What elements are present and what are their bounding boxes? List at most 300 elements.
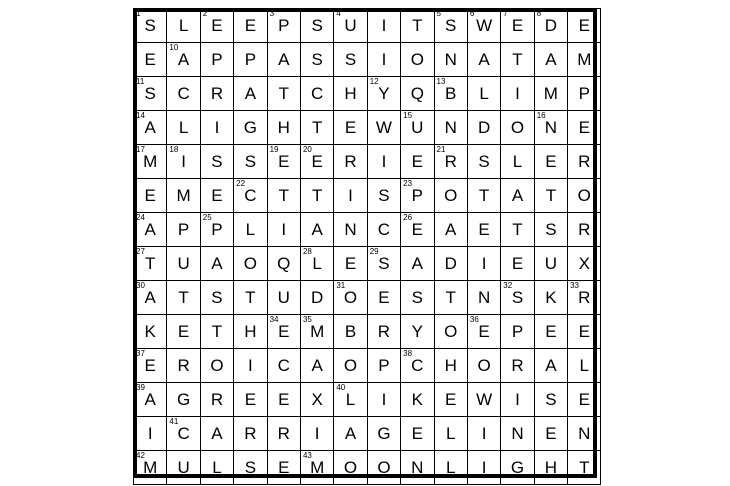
cell-letter: O — [444, 186, 458, 205]
cell-number: 3 — [269, 9, 275, 18]
crossword-cell[interactable] — [467, 213, 500, 247]
crossword-cell[interactable] — [534, 213, 567, 247]
crossword-row — [134, 213, 601, 247]
crossword-cell[interactable] — [568, 247, 601, 281]
crossword-cell[interactable] — [300, 349, 333, 383]
cell-letter: C — [177, 84, 190, 103]
crossword-cell[interactable] — [200, 315, 233, 349]
crossword-cell[interactable] — [401, 213, 434, 247]
crossword-cell[interactable] — [367, 77, 400, 111]
crossword-cell[interactable] — [501, 451, 534, 485]
crossword-cell[interactable] — [401, 281, 434, 315]
crossword-cell[interactable] — [434, 247, 467, 281]
crossword-cell[interactable] — [501, 281, 534, 315]
cell-letter: E — [244, 390, 257, 409]
crossword-cell[interactable] — [434, 77, 467, 111]
cell-letter: H — [544, 458, 558, 477]
crossword-cell[interactable] — [234, 417, 267, 451]
crossword-cell[interactable] — [267, 77, 300, 111]
crossword-cell[interactable] — [134, 77, 167, 111]
crossword-cell[interactable] — [568, 349, 601, 383]
crossword-cell[interactable] — [568, 9, 601, 43]
crossword-cell[interactable] — [267, 179, 300, 213]
crossword-cell[interactable] — [167, 213, 200, 247]
crossword-cell[interactable] — [267, 315, 300, 349]
crossword-cell[interactable] — [334, 43, 367, 77]
crossword-cell[interactable] — [267, 281, 300, 315]
cell-letter: S — [445, 16, 457, 35]
crossword-cell[interactable] — [167, 451, 200, 485]
cell-letter: P — [211, 50, 223, 69]
cell-letter: I — [515, 84, 520, 103]
cell-letter: P — [378, 356, 390, 375]
crossword-cell[interactable] — [434, 43, 467, 77]
crossword-cell[interactable] — [267, 111, 300, 145]
crossword-cell[interactable] — [434, 417, 467, 451]
cell-letter: G — [510, 458, 525, 477]
crossword-cell[interactable] — [167, 179, 200, 213]
cell-letter: T — [311, 118, 323, 137]
crossword-cell[interactable] — [234, 179, 267, 213]
crossword-cell[interactable] — [200, 417, 233, 451]
crossword-cell[interactable] — [367, 213, 400, 247]
cell-number: 33 — [570, 281, 579, 290]
crossword-cell[interactable] — [300, 417, 333, 451]
cell-letter: C — [377, 220, 391, 239]
crossword-cell[interactable] — [568, 111, 601, 145]
cell-letter: T — [545, 186, 557, 205]
crossword-cell[interactable] — [234, 43, 267, 77]
crossword-cell[interactable] — [234, 247, 267, 281]
crossword-cell[interactable] — [401, 315, 434, 349]
crossword-cell[interactable] — [300, 77, 333, 111]
cell-letter: I — [481, 458, 487, 477]
crossword-cell[interactable] — [367, 179, 400, 213]
crossword-cell[interactable] — [534, 417, 567, 451]
cell-letter: E — [545, 424, 557, 443]
crossword-cell[interactable] — [367, 9, 400, 43]
crossword-cell[interactable] — [467, 417, 500, 451]
cell-number: 20 — [302, 145, 312, 154]
crossword-cell[interactable] — [568, 179, 601, 213]
crossword-cell[interactable] — [134, 315, 167, 349]
crossword-cell[interactable] — [200, 111, 233, 145]
crossword-cell[interactable] — [134, 9, 167, 43]
crossword-cell[interactable] — [234, 281, 267, 315]
crossword-cell[interactable] — [200, 383, 233, 417]
crossword-cell[interactable] — [267, 451, 300, 485]
cell-letter: S — [478, 152, 490, 171]
crossword-cell[interactable] — [501, 145, 534, 179]
crossword-cell[interactable] — [234, 77, 267, 111]
crossword-cell[interactable] — [534, 383, 567, 417]
crossword-cell[interactable] — [200, 43, 233, 77]
cell-number: 38 — [403, 349, 413, 358]
crossword-cell[interactable] — [467, 77, 500, 111]
crossword-cell[interactable] — [434, 111, 467, 145]
crossword-cell[interactable] — [334, 111, 367, 145]
crossword-cell[interactable] — [167, 349, 200, 383]
crossword-cell[interactable] — [334, 349, 367, 383]
cell-letter: I — [281, 220, 287, 239]
cell-letter: S — [545, 390, 557, 409]
crossword-cell[interactable] — [467, 43, 500, 77]
crossword-cell[interactable] — [134, 145, 167, 179]
crossword-cell[interactable] — [134, 417, 167, 451]
cell-letter: A — [211, 424, 223, 443]
crossword-cell[interactable] — [234, 213, 267, 247]
crossword-cell[interactable] — [134, 281, 167, 315]
cell-number: 21 — [436, 145, 446, 154]
crossword-cell[interactable] — [367, 281, 400, 315]
crossword-cell[interactable] — [267, 145, 300, 179]
cell-letter: U — [177, 458, 190, 477]
cell-letter: A — [545, 50, 557, 69]
cell-number: 41 — [169, 417, 179, 426]
crossword-cell[interactable] — [300, 383, 333, 417]
crossword-cell[interactable] — [367, 247, 400, 281]
cell-letter: S — [378, 254, 390, 273]
crossword-cell[interactable] — [467, 383, 500, 417]
crossword-cell[interactable] — [234, 383, 267, 417]
cell-letter: R — [277, 424, 290, 443]
cell-letter: E — [278, 322, 290, 341]
crossword-cell[interactable] — [334, 281, 367, 315]
cell-letter: L — [445, 458, 456, 477]
crossword-cell[interactable] — [334, 417, 367, 451]
crossword-cell[interactable] — [300, 9, 333, 43]
cell-number: 2 — [202, 9, 208, 18]
crossword-cell[interactable] — [167, 145, 200, 179]
crossword-cell[interactable] — [334, 9, 367, 43]
crossword-cell[interactable] — [167, 77, 200, 111]
crossword-cell[interactable] — [167, 9, 200, 43]
crossword-cell[interactable] — [401, 43, 434, 77]
crossword-cell[interactable] — [167, 417, 200, 451]
cell-letter: O — [243, 254, 257, 273]
cell-number: 4 — [336, 9, 341, 18]
crossword-cell[interactable] — [167, 247, 200, 281]
crossword-cell[interactable] — [501, 9, 534, 43]
cell-letter: O — [577, 186, 591, 205]
cell-letter: O — [210, 356, 224, 375]
cell-letter: C — [277, 356, 290, 375]
crossword-cell[interactable] — [501, 417, 534, 451]
crossword-cell[interactable] — [367, 451, 400, 485]
crossword-cell[interactable] — [367, 383, 400, 417]
cell-letter: T — [512, 220, 523, 239]
crossword-cell[interactable] — [167, 315, 200, 349]
crossword-cell[interactable] — [401, 145, 434, 179]
crossword-cell[interactable] — [267, 247, 300, 281]
crossword-cell[interactable] — [134, 179, 167, 213]
crossword-cell[interactable] — [200, 179, 233, 213]
crossword-cell[interactable] — [534, 43, 567, 77]
cell-letter: A — [545, 356, 557, 375]
crossword-cell[interactable] — [568, 315, 601, 349]
crossword-row — [134, 383, 601, 417]
crossword-cell[interactable] — [434, 213, 467, 247]
crossword-cell[interactable] — [401, 9, 434, 43]
crossword-cell[interactable] — [334, 145, 367, 179]
crossword-cell[interactable] — [267, 417, 300, 451]
crossword-cell[interactable] — [534, 111, 567, 145]
crossword-cell[interactable] — [267, 9, 300, 43]
cell-number: 29 — [369, 247, 379, 256]
crossword-cell[interactable] — [300, 247, 333, 281]
crossword-cell[interactable] — [200, 145, 233, 179]
crossword-cell[interactable] — [200, 9, 233, 43]
crossword-cell[interactable] — [300, 281, 333, 315]
crossword-cell[interactable] — [401, 111, 434, 145]
crossword-cell[interactable] — [434, 451, 467, 485]
cell-letter: A — [344, 424, 357, 443]
crossword-cell[interactable] — [534, 281, 567, 315]
crossword-cell[interactable] — [467, 111, 500, 145]
crossword-cell[interactable] — [568, 383, 601, 417]
crossword-cell[interactable] — [534, 9, 567, 43]
cell-letter: L — [512, 152, 523, 171]
cell-letter: E — [578, 118, 590, 137]
crossword-cell[interactable] — [300, 111, 333, 145]
crossword-cell[interactable] — [134, 247, 167, 281]
crossword-cell[interactable] — [167, 383, 200, 417]
crossword-cell[interactable] — [234, 349, 267, 383]
crossword-cell[interactable] — [401, 247, 434, 281]
crossword-cell[interactable] — [167, 43, 200, 77]
cell-number: 14 — [136, 111, 145, 120]
crossword-cell[interactable] — [568, 43, 601, 77]
crossword-cell[interactable] — [267, 213, 300, 247]
crossword-cell[interactable] — [434, 349, 467, 383]
cell-letter: R — [578, 288, 591, 307]
cell-letter: P — [177, 220, 190, 239]
crossword-cell[interactable] — [234, 145, 267, 179]
crossword-cell[interactable] — [234, 9, 267, 43]
cell-number: 32 — [503, 281, 513, 290]
crossword-cell[interactable] — [467, 451, 500, 485]
cell-number: 6 — [469, 9, 475, 18]
cell-number: 8 — [536, 9, 542, 18]
crossword-cell[interactable] — [434, 9, 467, 43]
cell-number: 5 — [436, 9, 441, 18]
crossword-cell[interactable] — [267, 383, 300, 417]
crossword-cell[interactable] — [367, 145, 400, 179]
crossword-cell[interactable] — [501, 247, 534, 281]
crossword-cell[interactable] — [501, 383, 534, 417]
crossword-cell[interactable] — [334, 179, 367, 213]
cell-letter: E — [144, 50, 156, 69]
crossword-cell[interactable] — [200, 213, 233, 247]
cell-letter: C — [177, 424, 190, 443]
cell-letter: M — [577, 50, 592, 69]
cell-letter: N — [444, 50, 457, 69]
crossword-cell[interactable] — [401, 383, 434, 417]
cell-letter: E — [578, 322, 590, 341]
cell-letter: D — [544, 16, 558, 35]
crossword-cell[interactable] — [234, 315, 267, 349]
crossword-cell[interactable] — [200, 349, 233, 383]
crossword-cell[interactable] — [367, 111, 400, 145]
crossword-cell[interactable] — [234, 451, 267, 485]
crossword-cell[interactable] — [434, 179, 467, 213]
crossword-cell[interactable] — [267, 349, 300, 383]
crossword-cell[interactable] — [501, 179, 534, 213]
crossword-cell[interactable] — [134, 111, 167, 145]
cell-letter: E — [578, 16, 590, 35]
crossword-cell[interactable] — [367, 349, 400, 383]
cell-letter: A — [144, 390, 156, 409]
crossword-cell[interactable] — [334, 213, 367, 247]
crossword-cell[interactable] — [534, 451, 567, 485]
crossword-cell[interactable] — [334, 315, 367, 349]
crossword-cell[interactable] — [300, 213, 333, 247]
crossword-cell[interactable] — [534, 315, 567, 349]
crossword-cell[interactable] — [134, 383, 167, 417]
crossword-cell[interactable] — [334, 451, 367, 485]
crossword-cell[interactable] — [501, 77, 534, 111]
cell-letter: S — [144, 16, 156, 35]
crossword-cell[interactable] — [267, 43, 300, 77]
crossword-cell[interactable] — [467, 179, 500, 213]
crossword-cell[interactable] — [568, 145, 601, 179]
crossword-cell[interactable] — [401, 77, 434, 111]
cell-letter: A — [511, 186, 524, 205]
cell-letter: C — [311, 84, 324, 103]
cell-letter: T — [478, 186, 490, 205]
crossword-cell[interactable] — [367, 43, 400, 77]
crossword-cell[interactable] — [568, 281, 601, 315]
cell-number: 25 — [202, 213, 212, 222]
crossword-cell[interactable] — [300, 145, 333, 179]
cell-letter: I — [381, 390, 387, 409]
crossword-cell[interactable] — [334, 247, 367, 281]
crossword-cell[interactable] — [568, 451, 601, 485]
crossword-cell[interactable] — [534, 77, 567, 111]
cell-letter: U — [177, 254, 190, 273]
crossword-cell[interactable] — [134, 213, 167, 247]
crossword-cell[interactable] — [300, 179, 333, 213]
crossword-cell[interactable] — [501, 43, 534, 77]
crossword-cell[interactable] — [401, 451, 434, 485]
crossword-cell[interactable] — [467, 281, 500, 315]
crossword-cell[interactable] — [300, 43, 333, 77]
crossword-cell[interactable] — [467, 145, 500, 179]
crossword-grid[interactable] — [133, 8, 601, 485]
cell-letter: T — [445, 288, 456, 307]
crossword-cell[interactable] — [200, 451, 233, 485]
cell-letter: N — [444, 118, 457, 137]
crossword-cell[interactable] — [134, 451, 167, 485]
crossword-cell[interactable] — [367, 315, 400, 349]
crossword-cell[interactable] — [200, 77, 233, 111]
crossword-cell[interactable] — [134, 349, 167, 383]
cell-number: 10 — [169, 43, 179, 52]
crossword-cell[interactable] — [534, 145, 567, 179]
crossword-cell[interactable] — [367, 417, 400, 451]
crossword-cell[interactable] — [300, 451, 333, 485]
cell-letter: U — [544, 254, 558, 273]
crossword-cell[interactable] — [467, 315, 500, 349]
crossword-cell[interactable] — [401, 349, 434, 383]
cell-letter: U — [411, 118, 424, 137]
crossword-cell[interactable] — [167, 111, 200, 145]
crossword-cell[interactable] — [568, 417, 601, 451]
crossword-cell[interactable] — [434, 281, 467, 315]
crossword-body — [134, 9, 601, 485]
cell-letter: A — [144, 118, 156, 137]
crossword-row — [134, 247, 601, 281]
crossword-cell[interactable] — [534, 179, 567, 213]
crossword-cell[interactable] — [501, 315, 534, 349]
crossword-cell[interactable] — [534, 247, 567, 281]
cell-number: 18 — [169, 145, 179, 154]
cell-letter: S — [311, 50, 323, 69]
cell-letter: M — [310, 458, 325, 477]
cell-letter: E — [478, 220, 490, 239]
cell-letter: N — [344, 220, 357, 239]
cell-letter: L — [212, 458, 222, 477]
cell-number: 39 — [136, 383, 145, 392]
crossword-cell[interactable] — [200, 247, 233, 281]
cell-letter: T — [278, 186, 289, 205]
crossword-cell[interactable] — [434, 315, 467, 349]
cell-letter: O — [510, 118, 525, 137]
cell-letter: P — [244, 50, 257, 69]
cell-letter: R — [210, 390, 224, 409]
cell-letter: K — [411, 390, 423, 409]
crossword-row — [134, 43, 601, 77]
cell-letter: O — [343, 356, 358, 375]
cell-letter: R — [377, 322, 391, 341]
crossword-cell[interactable] — [568, 77, 601, 111]
cell-letter: T — [412, 16, 423, 35]
cell-letter: H — [277, 118, 290, 137]
crossword-cell[interactable] — [501, 213, 534, 247]
cell-letter: E — [344, 118, 357, 137]
crossword-cell[interactable] — [134, 43, 167, 77]
crossword-cell[interactable] — [234, 111, 267, 145]
cell-number: 35 — [302, 315, 312, 324]
crossword-row — [134, 9, 601, 43]
cell-letter: P — [411, 186, 423, 205]
crossword-cell[interactable] — [167, 281, 200, 315]
crossword-cell[interactable] — [467, 247, 500, 281]
crossword-cell[interactable] — [534, 349, 567, 383]
crossword-cell[interactable] — [434, 145, 467, 179]
cell-letter: R — [210, 84, 224, 103]
crossword-cell[interactable] — [467, 349, 500, 383]
crossword-row — [134, 281, 601, 315]
cell-letter: D — [477, 118, 491, 137]
crossword-cell[interactable] — [467, 9, 500, 43]
crossword-cell[interactable] — [300, 315, 333, 349]
crossword-cell[interactable] — [501, 349, 534, 383]
crossword-cell[interactable] — [501, 111, 534, 145]
crossword-puzzle[interactable] — [133, 8, 597, 478]
cell-number: 16 — [536, 111, 546, 120]
crossword-cell[interactable] — [334, 77, 367, 111]
crossword-cell[interactable] — [200, 281, 233, 315]
cell-letter: M — [143, 152, 158, 171]
crossword-cell[interactable] — [434, 383, 467, 417]
crossword-cell[interactable] — [401, 417, 434, 451]
cell-letter: A — [144, 288, 156, 307]
crossword-cell[interactable] — [401, 179, 434, 213]
cell-letter: H — [244, 322, 257, 341]
crossword-cell[interactable] — [334, 383, 367, 417]
crossword-cell[interactable] — [568, 213, 601, 247]
